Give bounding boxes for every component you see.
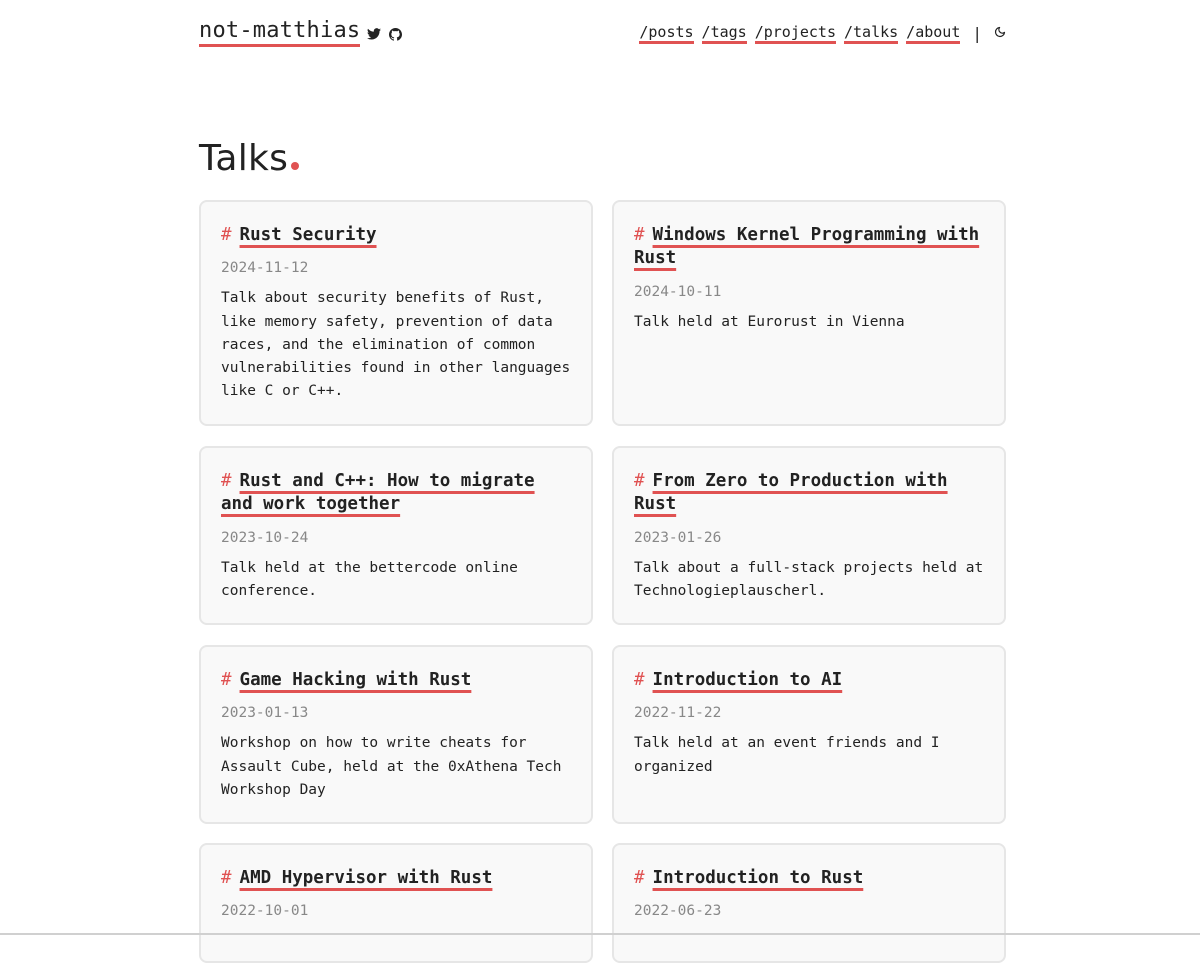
github-icon <box>389 28 402 41</box>
talk-card[interactable] <box>612 843 1006 963</box>
talk-description: Talk about security benefits of Rust, like memory safety, prevention of data races, and the elimination of common vulnerabilities found in other languages like C or C++. <box>221 290 571 400</box>
talk-title-link[interactable]: Game Hacking with Rust <box>239 670 472 690</box>
moon-icon <box>994 26 1006 38</box>
main-nav <box>631 23 1006 44</box>
site-header <box>199 18 1006 48</box>
talk-title[interactable] <box>221 470 571 517</box>
hash-marker: # <box>634 670 645 690</box>
github-link[interactable] <box>389 28 402 41</box>
talk-description: Talk held at an event friends and I organized <box>634 735 940 775</box>
hash-marker: # <box>221 868 232 888</box>
nav-link-about[interactable]: /about <box>906 23 960 44</box>
hash-marker: # <box>634 868 645 888</box>
talk-date: 2023-01-26 <box>634 529 722 546</box>
talk-date: 2022-10-01 <box>221 903 309 920</box>
talk-title[interactable] <box>634 867 984 890</box>
social-links <box>367 28 402 41</box>
talk-title-link[interactable]: Windows Kernel Programming with Rust <box>634 225 980 269</box>
talk-description: Talk held at Eurorust in Vienna <box>634 313 905 330</box>
talk-title-link[interactable]: Rust and C++: How to migrate and work together <box>221 471 535 515</box>
talk-title[interactable] <box>634 669 984 692</box>
talk-description: Talk held at the bettercode online conference. <box>221 559 518 600</box>
nav-link-projects[interactable]: /projects <box>755 23 836 44</box>
nav-link-talks[interactable]: /talks <box>844 23 898 44</box>
theme-toggle-button[interactable] <box>994 30 1006 38</box>
hash-marker: # <box>634 471 645 491</box>
twitter-link[interactable] <box>367 28 381 41</box>
talk-title-link[interactable]: Rust Security <box>239 225 377 245</box>
talk-date: 2023-01-13 <box>221 705 309 722</box>
talk-title-link[interactable]: From Zero to Production with Rust <box>634 471 948 515</box>
talk-description: Talk about a full-stack projects held at Technologieplauscherl. <box>634 559 984 600</box>
talk-card[interactable] <box>612 645 1006 824</box>
talk-card[interactable] <box>199 843 593 963</box>
talk-card[interactable] <box>199 446 593 625</box>
talk-title[interactable] <box>221 224 571 247</box>
talk-card[interactable] <box>199 200 593 426</box>
nav-separator: | <box>972 24 982 43</box>
talk-title[interactable] <box>634 224 984 271</box>
page-title <box>199 138 299 179</box>
talk-date: 2023-10-24 <box>221 529 309 546</box>
title-accent-dot <box>291 162 299 170</box>
talk-card[interactable] <box>199 645 593 824</box>
talk-title[interactable] <box>221 669 571 692</box>
talk-date: 2022-06-23 <box>634 903 722 920</box>
talk-description: Workshop on how to write cheats for Assault Cube, held at the 0xAthena Tech Workshop Day <box>221 735 562 798</box>
talk-title-link[interactable]: Introduction to AI <box>652 670 843 690</box>
talk-title-link[interactable]: AMD Hypervisor with Rust <box>239 868 493 888</box>
page-title-text: Talks <box>199 138 289 179</box>
talk-title-link[interactable]: Introduction to Rust <box>652 868 864 888</box>
nav-link-posts[interactable]: /posts <box>639 23 693 44</box>
talk-title[interactable] <box>221 867 571 890</box>
hash-marker: # <box>221 471 232 491</box>
talk-date: 2022-11-22 <box>634 705 722 722</box>
talk-card[interactable] <box>612 200 1006 426</box>
talk-card[interactable] <box>612 446 1006 625</box>
hash-marker: # <box>221 225 232 245</box>
hash-marker: # <box>221 670 232 690</box>
talk-date: 2024-11-12 <box>221 260 309 277</box>
hash-marker: # <box>634 225 645 245</box>
talk-date: 2024-10-11 <box>634 283 722 300</box>
nav-link-tags[interactable]: /tags <box>702 23 747 44</box>
twitter-icon <box>367 28 381 40</box>
talk-title[interactable] <box>634 470 984 517</box>
site-brand-link[interactable]: not-matthias <box>199 18 360 47</box>
